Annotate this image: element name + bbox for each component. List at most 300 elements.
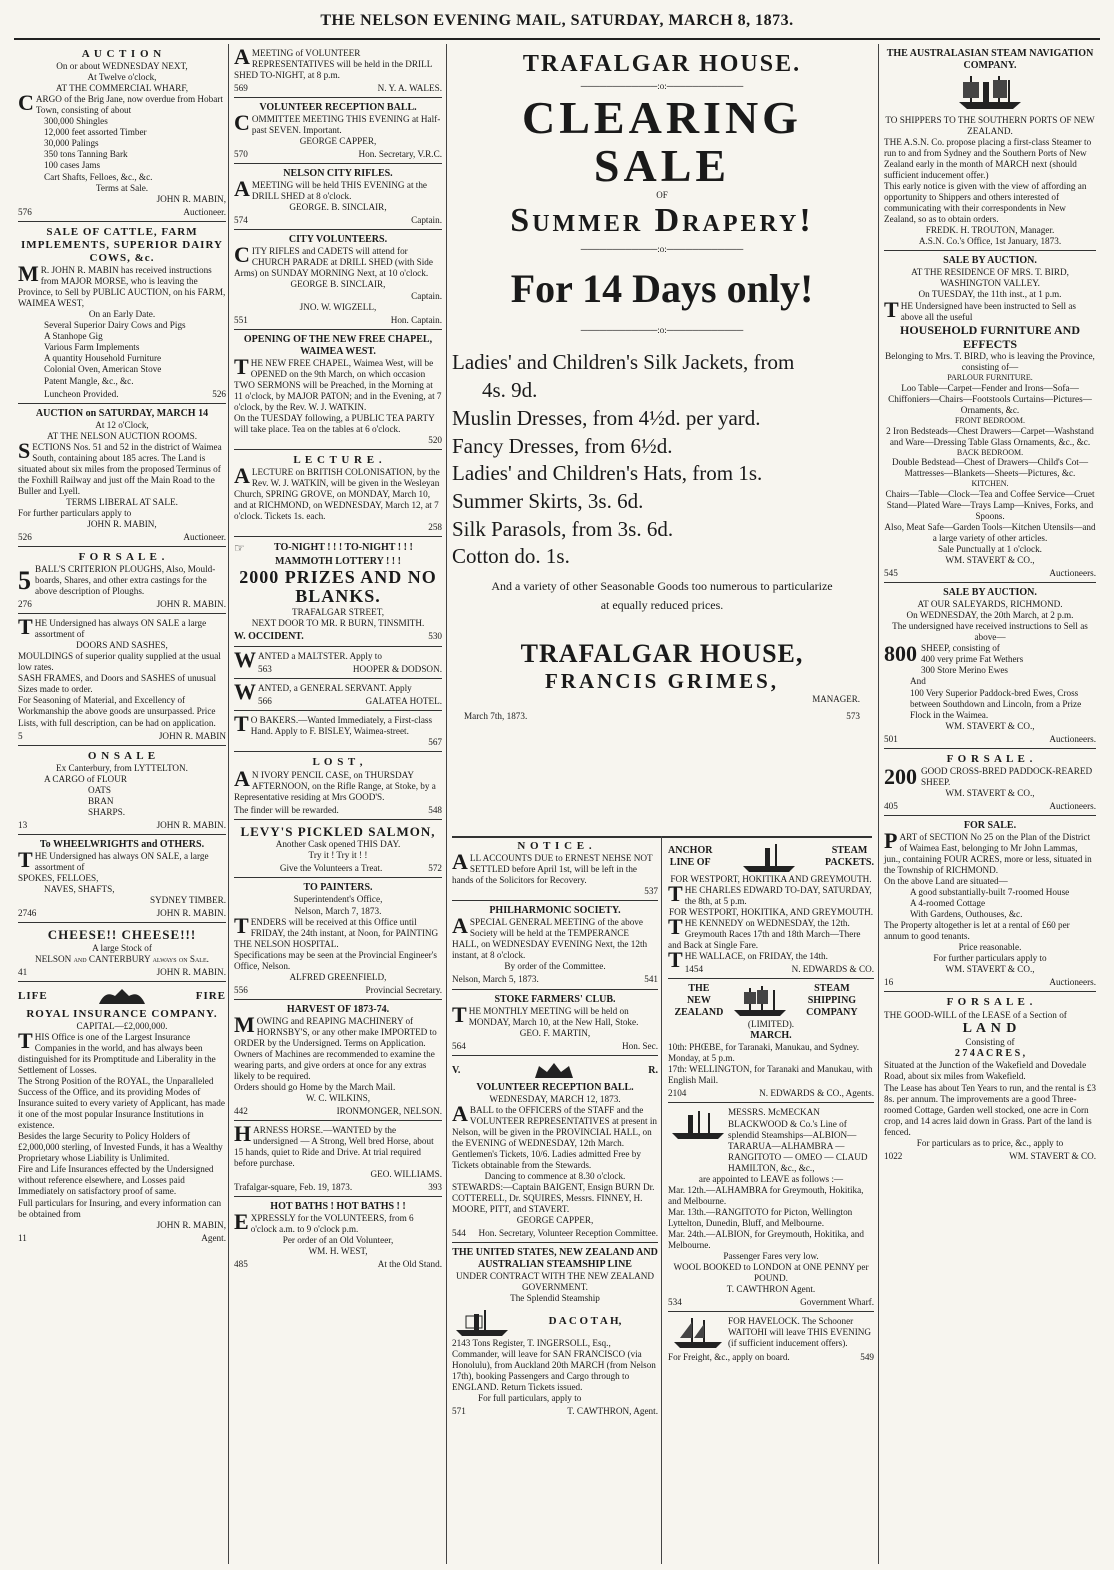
ad-title: SALE OF CATTLE, FARM IMPLEMENTS, SUPERIOR DAIRY COWS, &c. <box>21 225 223 264</box>
masthead: THE NELSON EVENING MAIL, SATURDAY, MARCH 8, 1873. <box>320 12 794 29</box>
ad-hot-baths <box>234 1197 442 1273</box>
room-contents: Chairs—Table—Clock—Tea and Coffee Service—Cruet Stand—Plated Ware—Trays Lamp—Knives, Forks, and Spoons. <box>885 489 1095 522</box>
days-headline: For 14 Days only! <box>510 265 814 311</box>
ad-wanted-servant <box>234 679 442 711</box>
ad-role: Auctioneer. <box>183 206 226 217</box>
ad-title: TO-NIGHT ! ! ! TO-NIGHT ! ! ! <box>273 542 413 554</box>
ad-title: F O R S A L E . <box>946 996 1034 1009</box>
ad-body: STEWARDS:—Captain BAIGENT, Ensign BURN Dr. COTTERELL, Dr. SQUIRES, Messrs. FINNEY, H. MOORE, PITT, and STAVERT. <box>452 1181 655 1214</box>
ad-number: 541 <box>644 974 658 985</box>
ad-line: MAMMOTH LOTTERY ! ! ! <box>275 555 401 567</box>
ad-signature: ALFRED GREENFIELD, <box>289 971 387 982</box>
ad-line: NEXT DOOR TO MR. R BURN, TINSMITH. <box>251 618 425 629</box>
ad-signature: WM. STAVERT & CO., <box>945 787 1035 798</box>
list-item: SHEEP, consisting of <box>921 643 1000 654</box>
sale-item: Summer Skirts, 3s. 6d. <box>452 488 644 513</box>
ad-big-headline: HOUSEHOLD FURNITURE AND EFFECTS <box>899 322 1081 351</box>
ad-body: By order of the Committee. <box>504 961 606 972</box>
ad-body: The Strong Position of the ROYAL, the Unparalleled Success of the Office, and its providing Modes of Insurance suited to every variety of Applicant, has made it one of the most popular Insurance Institutions in existence. <box>18 1076 225 1131</box>
pointing-hand-icon: ☞ <box>234 541 245 556</box>
ad-title: CITY VOLUNTEERS. <box>288 234 388 246</box>
ad-line: FOR WESTPORT, HOKITIKA AND GREYMOUTH. <box>670 874 872 884</box>
center-subcolumn-left <box>452 836 658 1420</box>
ad-anchor-line <box>668 836 874 979</box>
ad-role: Captain. <box>411 215 442 226</box>
ornament-divider: ────────────:o:──────────── <box>580 324 744 335</box>
ad-role: Hon. Sec. <box>622 1040 658 1051</box>
ad-role: Auctioneer. <box>183 531 226 542</box>
ad-body: MOULDINGS of superior quality supplied at the usual low rates. <box>18 651 221 673</box>
ad-body: Dancing to commence at 8.30 o'clock. <box>484 1170 626 1181</box>
list-item: SHARPS. <box>88 806 126 817</box>
ad-on-sale-flour <box>18 746 226 835</box>
ad-title: AUCTION on SATURDAY, MARCH 14 <box>35 407 209 419</box>
list-item: A CARGO of FLOUR <box>44 773 127 784</box>
list-item: 300 Store Merino Ewes <box>921 665 1009 676</box>
manager-label: MANAGER. <box>812 693 860 704</box>
ad-number: 537 <box>644 886 658 897</box>
ad-pickled-salmon <box>234 820 442 879</box>
column-rule <box>661 836 662 1564</box>
ad-number: 556 <box>234 984 248 995</box>
ad-role: A.S.N. Co.'s Office, 1st January, 1873. <box>918 236 1062 247</box>
store-title: TRAFALGAR HOUSE. <box>522 51 802 77</box>
ad-body: SASH FRAMES, and Doors and SASHES of unusual Sizes made to order. <box>18 673 217 695</box>
ad-title: F O R S A L E . <box>946 752 1034 765</box>
ad-line: UNDER CONTRACT WITH THE NEW ZEALAND GOVERNMENT. <box>455 1271 655 1293</box>
ad-nz-shipping <box>668 979 874 1103</box>
ad-body: Fire and Life Insurances effected by the Undersigned without reference elsewhere, and Losses paid Immediately on satisfactory proof of same. <box>18 1164 214 1197</box>
ad-royal-insurance <box>18 982 226 1247</box>
ad-body: THE Undersigned has always ON SALE, a large assortment of <box>18 846 209 872</box>
ad-body: Mar. 24th.—ALBION, for Greymouth, Hokitika, and Melbourne. <box>668 1228 864 1250</box>
ad-notice <box>452 836 658 901</box>
ad-body: COMMITTEE MEETING THIS EVENING at Half-past SEVEN. Important. <box>234 110 441 136</box>
summer-drapery-headline: Summer Drapery! <box>510 201 814 239</box>
ad-body: Mar. 12th.—ALHAMBRA for Greymouth, Hokitika, and Melbourne. <box>668 1184 864 1206</box>
ad-tag: R. <box>648 1064 658 1076</box>
ad-signature: FREDK. H. TROUTON, Manager. <box>925 225 1055 236</box>
ad-title: HARVEST OF 1873-74. <box>286 1003 390 1015</box>
ad-title: N O T I C E . <box>517 840 593 852</box>
ad-to-bakers <box>234 711 442 752</box>
ad-for-sale-lease <box>884 992 1096 1164</box>
list-item: A Stanhope Gig <box>44 331 103 342</box>
list-item: 12,000 feet assorted Timber <box>44 127 147 138</box>
ad-number: 526 <box>212 388 226 399</box>
ad-tag: FIRE <box>195 990 226 1003</box>
ad-free-chapel <box>234 330 442 450</box>
ad-wanted-maltster <box>234 647 442 679</box>
ad-role: Nelson, March 5, 1873. <box>452 974 539 985</box>
ad-tag: SHIPPING COMPANY <box>806 995 858 1019</box>
ad-body: ASPECIAL GENERAL MEETING of the above Society will be held at the TEMPERANCE HALL, on WEDNESDAY EVENING Next, the 12th instant, at 8 o'clock. <box>452 913 648 961</box>
ad-title: To WHEELWRIGHTS and OTHERS. <box>39 838 205 850</box>
ad-body: The Property altogether is let at a rental of £60 per annum to good tenants. <box>884 920 1070 942</box>
ad-signature: JOHN R. MABIN. <box>156 966 226 977</box>
room-heading: BACK BEDROOM. <box>956 447 1024 457</box>
ad-line: Nelson, March 7, 1873. <box>294 905 382 916</box>
ad-number: 5 <box>18 730 23 741</box>
ad-date: March 7th, 1873. <box>464 710 528 721</box>
ad-role: Auctioneers. <box>1049 977 1096 988</box>
ad-body: Situated at the Junction of the Wakefield and Dovedale Road, about six miles from Wakefield. <box>884 1060 1087 1082</box>
ad-body: CITY RIFLES and CADETS will attend for CHURCH PARADE at DRILL SHED (with Side Arms) on SUNDAY MORNING Next, at 10 o'clock. <box>234 242 433 279</box>
ad-signature: WM. STAVERT & CO., <box>945 555 1035 566</box>
ad-body: THE CHARLES EDWARD TO-DAY, SATURDAY, the 8th, at 5 p.m. <box>668 881 872 907</box>
ad-body: THE Undersigned have been instructed to Sell as above all the useful <box>884 296 1076 322</box>
ad-title: O N S A L E <box>87 749 157 762</box>
ad-for-sale-section <box>884 816 1096 992</box>
ad-number: 572 <box>428 863 442 874</box>
ad-body: Price reasonable. <box>958 942 1022 953</box>
ad-body: The undersigned have received instructions to Sell as above— <box>892 621 1088 643</box>
ad-harvest <box>234 1000 442 1121</box>
ad-number: 2746 <box>18 908 37 919</box>
ad-body: Per order of an Old Volunteer, <box>282 1235 394 1246</box>
ad-line: CAPITAL—£2,000,000. <box>76 1021 168 1031</box>
ad-body: MESSRS. McMECKAN BLACKWOOD & Co.'s Line of splendid Steamships—ALBION—TARARUA—ALHAMBRA — RANGITOTO — OMEO — CLAUD HAMILTON, &c., &c., <box>728 1107 868 1173</box>
ad-body: HARNESS HORSE.—WANTED by the undersigned — A Strong, Well bred Horse, about 15 hands, quiet to Ride and Drive. At trial required before purchase. <box>234 1121 434 1169</box>
ad-body: Full particulars for Insuring, and every information can be obtained from <box>18 1197 222 1219</box>
ad-mammoth-lottery <box>234 537 442 647</box>
ad-number: 566 <box>258 696 272 707</box>
ad-terms: Terms at Sale. <box>95 182 149 193</box>
ad-line: TRAFALGAR STREET, <box>291 607 385 618</box>
ad-title: SALE BY AUCTION. <box>943 255 1037 267</box>
ad-body: For further particulars apply to <box>933 953 1047 964</box>
sale-item: Silk Parasols, from 3s. 6d. <box>452 516 674 541</box>
ad-tag: V. <box>452 1064 461 1076</box>
ad-body: Besides the large Security to Policy Holders of £2,000,000 sterling, of Invested Funds, it has a Wealthy Proprietary whose Liability is Unlimited. <box>18 1131 223 1164</box>
ad-line: Consisting of <box>965 1037 1015 1048</box>
ad-number: 570 <box>234 149 248 160</box>
ad-body: TENDERS will be received at this Office until FRIDAY, the 24th instant, at Noon, for PAINTING THE NELSON HOSPITAL. <box>234 912 439 949</box>
ad-body: Passenger Fares very low. <box>723 1250 819 1261</box>
ad-havelock <box>668 1312 874 1366</box>
ornament-divider: ────────────:o:──────────── <box>580 243 744 254</box>
ad-tag: STEAM <box>814 983 850 995</box>
ad-number: 485 <box>234 1259 248 1270</box>
ad-line: 2 7 4 A C R E S , <box>954 1048 1026 1060</box>
ad-body: On the TUESDAY following, a PUBLIC TEA PARTY will take place. Tea on the tables at 6 o'clock. <box>234 412 435 434</box>
ad-body: WOOL BOOKED to LONDON at ONE PENNY per POUND. <box>673 1261 869 1283</box>
ad-line: TO SHIPPERS TO THE SOUTHERN PORTS OF NEW ZEALAND. <box>885 115 1095 137</box>
ad-title: ROYAL INSURANCE COMPANY. <box>26 1007 218 1020</box>
ad-number: 520 <box>428 434 442 445</box>
room-contents: Loo Table—Carpet—Fender and Irons—Sofa—Chiffoniers—Chairs—Footstools Curtains—Pictures—Ornaments, &c. <box>888 383 1092 416</box>
ad-body: Mar. 13th.—RANGITOTO for Picton, Wellington Lyttelton, Dunedin, Bluff, and Melbourne. <box>668 1206 853 1228</box>
ad-title: TO PAINTERS. <box>303 882 373 894</box>
variety-note: at equally reduced prices. <box>600 598 724 613</box>
ad-number: 258 <box>428 522 442 533</box>
ad-to-painters <box>234 878 442 999</box>
column-2 <box>234 44 442 1564</box>
sale-item: Ladies' and Children's Silk Jackets, from <box>452 350 795 375</box>
ad-number: 551 <box>234 314 248 325</box>
ad-tag: ANCHOR <box>668 845 713 856</box>
ad-signature: N. Y. A. WALES. <box>377 83 442 94</box>
ad-title: VOLUNTEER RECEPTION BALL. <box>259 102 417 114</box>
ad-role: IRONMONGER, NELSON. <box>336 1106 442 1117</box>
ad-signature: JOHN R. MABIN <box>158 730 226 741</box>
ad-body: Gentlemen's Tickets, 10/6. Ladies admitted Free by Tickets obtainable from the Stewards. <box>452 1148 641 1170</box>
ad-body: THE MONTHLY MEETING will be held on MONDAY, March 10, at the New Hall, Stoke. <box>452 1001 639 1027</box>
ad-body: Orders should go Home by the March Mail. <box>234 1081 396 1092</box>
ad-number: 11 <box>18 1232 27 1243</box>
ad-trafalgar-house <box>452 50 872 838</box>
ad-signature: N. EDWARDS & CO., Agents. <box>759 1088 874 1099</box>
ad-number: 564 <box>452 1040 466 1051</box>
ad-mcmeckan-blackwood <box>668 1103 874 1312</box>
ad-number: 571 <box>452 1406 466 1417</box>
column-4 <box>884 44 1096 1564</box>
ad-role: Trafalgar-square, Feb. 19, 1873. <box>234 1182 353 1193</box>
ad-line: At 12 o'Clock, <box>95 419 149 430</box>
ad-signature: WM. H. WEST, <box>308 1246 368 1257</box>
steamship-icon <box>739 840 799 874</box>
ad-line: Give the Volunteers a Treat. <box>279 863 383 874</box>
steamship-icon <box>955 72 1025 112</box>
ad-body: 2143 Tons Register, T. INGERSOLL, Esq., Commander, will leave for SAN FRANCISCO (via Honolulu), from Auckland 20th MARCH (from Nelson 17th), booking Passengers and Cargo through to ENGLAND. Return Tickets issued. <box>452 1338 656 1393</box>
ad-body: AN IVORY PENCIL CASE, on THURSDAY AFTERNOON, on the Rifle Range, at Stoke, by a Representative residing at Mrs GOOD'S. <box>234 765 436 802</box>
ad-role: Hon. Secretary, Volunteer Reception Committee. <box>478 1228 658 1238</box>
ad-signature: W. OCCIDENT. <box>234 631 304 643</box>
sale-item: Muslin Dresses, from 4½d. per yard. <box>452 405 761 430</box>
ad-body: PART of SECTION No 25 on the Plan of the District of Waimea East, belonging to Mr John Lammas, jun., containing FOUR ACRES, more or less, situated in the Township of RICHMOND. <box>884 827 1092 876</box>
ad-body: THE A.S.N. Co. propose placing a first-class Steamer to run to and from Sydney and the Southern Ports of New Zealand early in the month of MARCH next (should sufficient inducement offer.) <box>884 137 1092 181</box>
ad-signature: JOHN R. MABIN, <box>156 1219 226 1230</box>
ad-signature: WM. STAVERT & CO. <box>1009 1150 1096 1161</box>
ad-number: 393 <box>428 1182 442 1193</box>
sale-item: Cotton do. 1s. <box>452 544 570 569</box>
ad-number: 526 <box>18 531 32 542</box>
column-center <box>452 44 872 1564</box>
list-item: Patent Mangle, &c., &c. <box>44 375 134 386</box>
list-item: 400 very prime Fat Wethers <box>921 654 1024 665</box>
ad-number: 501 <box>884 733 898 744</box>
ad-number: 548 <box>428 804 442 815</box>
ad-signature: GEORGE B. SINCLAIR, <box>290 279 386 290</box>
ad-number: 567 <box>428 737 442 748</box>
ad-number: 13 <box>18 819 28 830</box>
ad-body: THIS Office is one of the Largest Insurance Companies in the world, and has always been distinguished for its Promptitude and Liberality in the Settlement of Losses. <box>18 1028 216 1076</box>
ad-big-number: 200 <box>884 763 917 789</box>
ornament-divider: ────────────:o:──────────── <box>580 80 744 91</box>
ad-signature: JOHN R. MABIN. <box>156 599 226 610</box>
list-item: SPOKES, FELLOES, <box>18 873 99 883</box>
ad-sale-richmond <box>884 583 1096 748</box>
ad-signature: GEO. WILLIAMS. <box>370 1169 442 1180</box>
ad-line: On or about WEDNESDAY NEXT, <box>56 61 188 72</box>
ad-body: FOR HAVELOCK. The Schooner WAITOHI will leave THIS EVENING (if sufficient inducement offers). <box>728 1316 872 1349</box>
list-item: 350 tons Tanning Bark <box>44 149 128 160</box>
ad-tag: STEAM <box>831 845 868 856</box>
ad-stoke-farmers <box>452 990 658 1056</box>
list-item: 100 Very Superior Paddock-bred Ewes, Cross between Southdown and Lincoln, from a Prize Flock in the Waimea. <box>910 687 1082 720</box>
ad-line: At Twelve o'clock, <box>87 72 157 83</box>
ad-signature: W. C. WILKINS, <box>305 1092 371 1103</box>
ad-number: 405 <box>884 800 898 811</box>
ad-terms: Luncheon Provided. <box>44 388 119 399</box>
ad-for-sale-ploughs <box>18 547 226 614</box>
ad-big-number: 5 <box>18 565 31 595</box>
ad-body: ALECTURE on BRITISH COLONISATION, by the Rev. W. J. WATKIN, will be given in the Wesleyan Church, SPRING GROVE, on MONDAY, March 10, and at RICHMOND, on WEDNESDAY, March 12, at 7 o'clock. Tickets 1s. each. <box>234 463 440 522</box>
column-rule <box>446 44 447 1564</box>
room-contents: Double Bedstead—Chest of Drawers—Child's Cot—Mattresses—Blankets—Sheets—Pictures, &c. <box>891 457 1089 479</box>
ad-title: CHEESE!! CHEESE!!! <box>47 927 197 943</box>
ad-role: Hon. Captain. <box>390 314 442 325</box>
ad-body: The Lease has about Ten Years to run, and the rental is £3 8s. per annum. The improvements are a good Three-roomed Cottage, Garden well stocked, one acre in Corn crop, and 14 acres laid down in Grass. Part of the land is fenced. <box>884 1082 1096 1137</box>
ad-role: Provincial Secretary. <box>365 984 442 995</box>
ad-harness-horse <box>234 1121 442 1197</box>
ad-role: Agent. <box>201 1232 226 1243</box>
ad-number: 544 <box>452 1228 466 1238</box>
ad-body: THE Undersigned has always ON SALE a large assortment of <box>18 614 207 640</box>
ad-big-headline: L A N D <box>962 1020 1018 1036</box>
ad-signature: WM. STAVERT & CO., <box>945 964 1035 975</box>
ad-signature: JOHN R. MABIN, <box>87 518 157 529</box>
ad-title: NELSON CITY RIFLES. <box>283 168 393 180</box>
ad-line: MARCH. <box>750 1030 792 1042</box>
list-item: A good substantially-built 7-roomed House <box>910 887 1070 898</box>
ad-number: 1022 <box>884 1150 903 1161</box>
list-item: A 4-roomed Cottage <box>910 898 986 909</box>
ad-number: 16 <box>884 977 894 988</box>
ad-body: ALL ACCOUNTS DUE to ERNEST NEHSE NOT SETTLED before April 1st, will be left in the hands of the Solicitors for Recovery. <box>452 849 653 886</box>
ad-volunteer-ball <box>452 1056 658 1243</box>
steamship-icon <box>668 1107 728 1141</box>
owner-name: FRANCIS GRIMES, <box>544 668 780 693</box>
steamship-icon <box>452 1304 512 1338</box>
ad-doors-sashes <box>18 614 226 745</box>
clearing-sale-headline: CLEARING SALE <box>522 91 802 191</box>
ad-asn-company <box>884 44 1096 251</box>
ad-for-sale-sheep <box>884 749 1096 816</box>
ad-title: STOKE FARMERS' CLUB. <box>494 993 616 1005</box>
ad-body: BALL'S CRITERION PLOUGHS, Also, Mould-boards, Shares, and other extra castings for the above description of Ploughs. <box>35 564 216 597</box>
ad-line: AT THE COMMERCIAL WHARF, <box>55 83 189 94</box>
column-rule <box>228 44 229 1564</box>
ad-number: 573 <box>846 710 860 721</box>
ad-role: At the Old Stand. <box>377 1259 442 1270</box>
ad-line: NELSON and CANTERBURY always on Sale. <box>35 953 209 964</box>
ad-line: On WEDNESDAY, the 20th March, at 2 p.m. <box>906 610 1074 621</box>
ad-tag: PACKETS. <box>824 857 874 868</box>
ad-signature: JOHN R. MABIN, <box>156 193 226 204</box>
ad-sale-of-cattle <box>18 222 226 404</box>
ad-title: THE UNITED STATES, NEW ZEALAND AND AUSTRALIAN STEAMSHIP LINE <box>452 1247 658 1271</box>
room-heading: FRONT BEDROOM. <box>954 416 1026 426</box>
sailing-ship-icon <box>730 984 790 1018</box>
ad-title: VOLUNTEER RECEPTION BALL. <box>476 1081 634 1093</box>
ad-big-headline: 2000 PRIZES AND NO BLANKS. <box>239 566 437 607</box>
ad-line: FOR WESTPORT, HOKITIKA, AND GREYMOUTH. <box>668 907 874 918</box>
sale-item: 4s. 9d. <box>482 378 538 403</box>
ad-tag: THE <box>688 983 710 995</box>
ad-wheelwrights <box>18 835 226 923</box>
ad-line: AT THE NELSON AUCTION ROOMS. <box>47 430 197 441</box>
ad-body: For Seasoning of Material, and Excellency of Workmanship the above goods are unsurpassed. Price Lists, with full description, can be had on application. <box>18 695 216 728</box>
list-item: OATS <box>88 784 111 795</box>
ad-title: L O S T , <box>312 756 364 769</box>
ad-number: 534 <box>668 1297 682 1307</box>
ad-title: FOR SALE. <box>963 819 1017 831</box>
ad-line: Try it ! Try it ! ! <box>308 850 368 861</box>
store-title: TRAFALGAR HOUSE, <box>520 638 804 668</box>
room-contents: 2 Iron Bedsteads—Chest Drawers—Carpet—Washstand and Ware—Dressing Table Glass Ornaments, &c., &c. <box>886 425 1094 447</box>
ad-number: 569 <box>234 83 248 94</box>
ad-body: THE GOOD-WILL of the LEASE of a Section of <box>884 1009 1067 1020</box>
room-heading: KITCHEN. <box>971 479 1009 489</box>
ad-signature: JOHN R. MABIN. <box>156 819 226 830</box>
ad-title: LEVY'S PICKLED SALMON, <box>240 823 436 839</box>
ad-line: Ex Canterbury, from LYTTELTON. <box>56 762 188 773</box>
list-item: 100 cases Jams <box>44 160 101 171</box>
ad-number: 545 <box>884 568 898 579</box>
ad-steamship-line <box>452 1243 658 1420</box>
ad-city-volunteers <box>234 230 442 329</box>
ad-tag: NEW ZEALAND <box>674 995 724 1019</box>
ad-body: For full particulars, apply to <box>478 1393 582 1404</box>
list-item: 30,000 Palings <box>44 138 99 149</box>
ad-body: For further particulars apply to <box>18 507 132 518</box>
ad-body: The finder will be rewarded. <box>234 804 339 815</box>
ad-cheese <box>18 923 226 982</box>
ad-tag: LIFE <box>18 990 48 1003</box>
ad-title: F O R S A L E . <box>78 550 166 563</box>
ad-body: This early notice is given with the view of affording an opportunity to Shippers and others interested of communicating with their correspondents in New Zealand, so as to obtain orders. <box>884 181 1087 225</box>
ad-signature: GEORGE. B. SINCLAIR, <box>289 202 387 213</box>
list-item: BRAN <box>88 795 114 806</box>
ad-signature: GEORGE CAPPER, <box>516 1214 594 1225</box>
ad-body: Specifications may be seen at the Provincial Engineer's Office, Nelson. <box>234 949 437 971</box>
list-item: Cart Shafts, Felloes, &c., &c. <box>44 171 153 182</box>
schooner-icon <box>668 1316 728 1350</box>
variety-note: And a variety of other Seasonable Goods too numerous to particularize <box>491 579 833 594</box>
ad-line: are appointed to LEAVE as follows :— <box>698 1173 844 1184</box>
ad-number: 442 <box>234 1106 248 1117</box>
ad-line: On an Early Date. <box>88 309 156 320</box>
ad-signature: GALATEA HOTEL. <box>365 696 442 707</box>
ad-signature: T. CAWTHRON Agent. <box>726 1283 816 1294</box>
ad-title: PHILHARMONIC SOCIETY. <box>489 905 621 917</box>
ad-line: AT OUR SALEYARDS, RICHMOND. <box>917 599 1063 610</box>
list-item: SYDNEY TIMBER. <box>149 895 226 906</box>
ad-philharmonic <box>452 901 658 989</box>
ad-volunteer-meeting <box>234 44 442 98</box>
ad-number: 2104 <box>668 1088 687 1099</box>
ad-line: DOORS AND SASHES, <box>76 640 168 651</box>
ad-body: MOWING and REAPING MACHINERY of HORNSBY'S, or any other make IMPORTED to ORDER by the Undersigned. Terms on Application. <box>234 1011 437 1048</box>
ad-body: GOOD CROSS-BRED PADDOCK-REARED SHEEP. <box>921 765 1093 787</box>
ad-signature: JNO. W. WIGZELL, <box>299 301 377 312</box>
ad-body: For Freight, &c., apply on board. <box>668 1352 790 1363</box>
ad-body: SECTIONS Nos. 51 and 52 in the district of Waimea South, containing about 185 acres. The Land is situated about six miles from the proposed Terminus of the Foxhill Railway and just off the Main Road to the Buller and Lyell. <box>18 437 222 496</box>
ad-role: Auctioneers. <box>1049 568 1096 579</box>
ad-body: MR. JOHN R. MABIN has received instructions from MAJOR MORSE, who is leaving the Province, to Sell by PUBLIC AUCTION, on his FARM, WAIMEA WEST, <box>18 261 226 309</box>
ad-title: THE AUSTRALASIAN STEAM NAVIGATION COMPANY. <box>886 48 1094 71</box>
ad-body: 17th: WELLINGTON, for Taranaki and Manukau, with English Mail. <box>668 1064 873 1086</box>
ad-body: Belonging to Mrs. T. BIRD, who is leaving the Province, consisting of— <box>885 351 1095 373</box>
ad-body: THE KENNEDY on WEDNESDAY, the 12th. <box>668 914 850 940</box>
ad-nelson-city-rifles <box>234 164 442 230</box>
ad-line: AT THE RESIDENCE OF MRS. T. BIRD, <box>911 267 1069 278</box>
ad-role: Captain. <box>411 290 442 301</box>
ad-title: A U C T I O N <box>81 48 163 60</box>
ad-signature: N. EDWARDS & CO. <box>791 964 874 975</box>
ad-signature: T. CAWTHRON, Agent. <box>567 1406 658 1417</box>
